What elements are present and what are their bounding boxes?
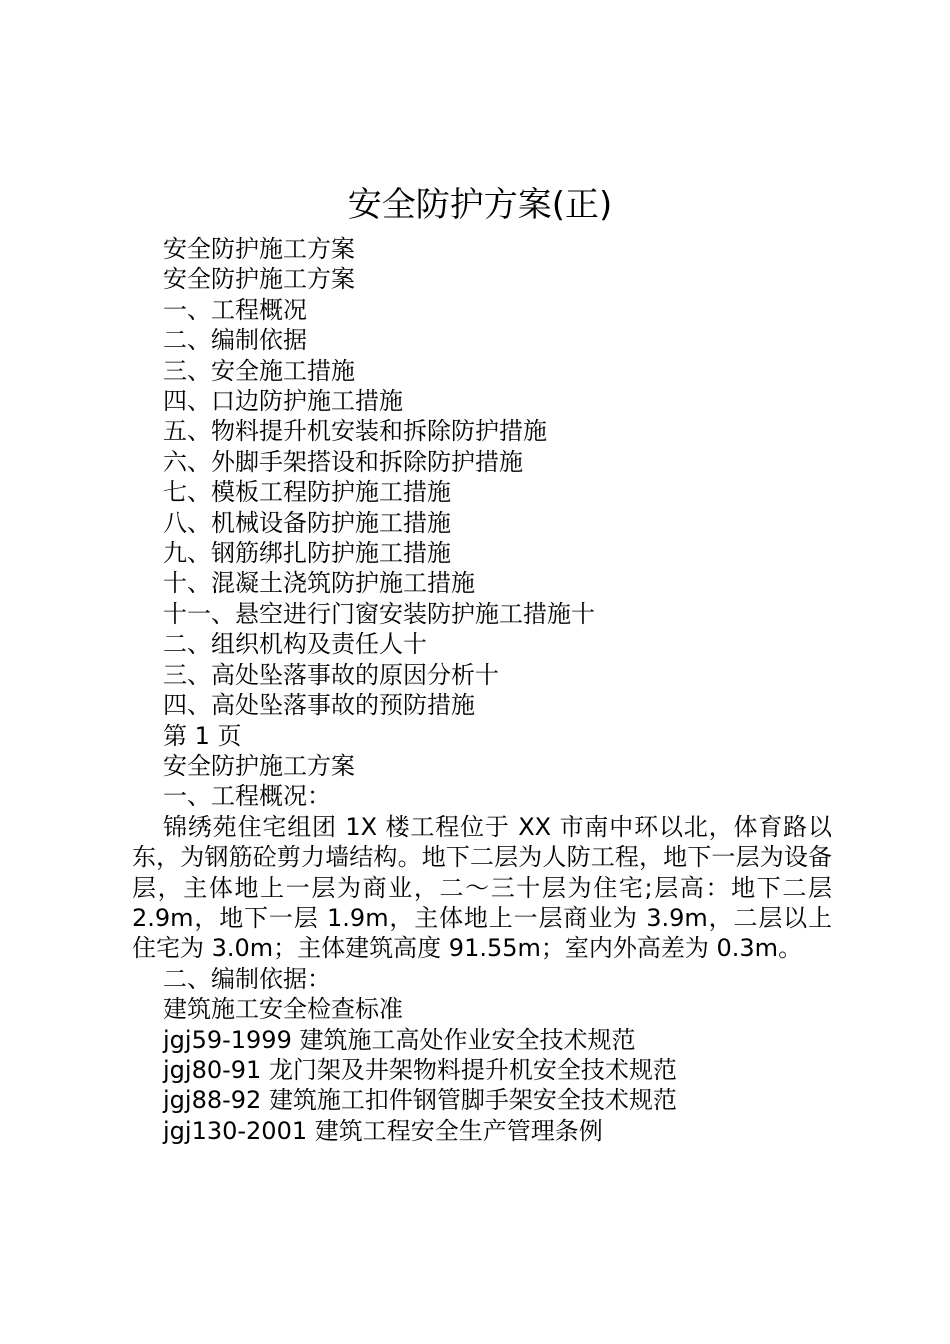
basis-item: 建筑施工安全检查标准 [163,995,403,1024]
toc-item: 二、编制依据 [163,326,307,355]
toc-heading-repeat: 安全防护施工方案 [163,265,355,294]
toc-item: 七、模板工程防护施工措施 [163,478,451,507]
toc-item: 十、混凝土浇筑防护施工措施 [163,569,475,598]
basis-item: jgj130-2001 建筑工程安全生产管理条例 [163,1116,603,1145]
document-body [132,234,832,1146]
toc-item: 四、高处坠落事故的预防措施 [163,691,475,720]
overview-heading: 一、工程概况： [163,782,331,811]
toc-item: 二、组织机构及责任人十 [163,630,427,659]
page-marker: 第 1 页 [163,721,242,750]
toc-item: 六、外脚手架搭设和拆除防护措施 [163,447,523,476]
basis-item: jgj88-92 建筑施工扣件钢管脚手架安全技术规范 [163,1086,677,1115]
basis-item: jgj59-1999 建筑施工高处作业安全技术规范 [163,1025,636,1054]
toc-item: 八、机械设备防护施工措施 [163,508,451,537]
toc-item: 一、工程概况 [163,295,307,324]
toc-item: 三、高处坠落事故的原因分析十 [163,660,499,689]
basis-heading: 二、编制依据： [163,964,331,993]
toc-item: 三、安全施工措施 [163,356,355,385]
toc-item: 五、物料提升机安装和拆除防护措施 [163,417,547,446]
section-title: 安全防护施工方案 [163,751,355,780]
basis-item: jgj80-91 龙门架及井架物料提升机安全技术规范 [163,1055,677,1084]
document-title: 安全防护方案(正) [347,185,613,225]
toc-item: 四、口边防护施工措施 [163,387,403,416]
overview-paragraph: 锦绣苑住宅组团 1X 楼工程位于 XX 市南中环以北，体育路以东，为钢筋砼剪力墙结构。地下二层为人防工程，地下一层为设备层，主体地上一层为商业，二～三十层为住宅;层高：地下二层 2.9m，地下一层 1.9m，主体地上一层商业为 3.9m，二层以上住宅为 3.0m；主体建筑高度 91.55m；室内外高差为 0.3m。 [132,812,832,963]
toc-item: 十一、悬空进行门窗安装防护施工措施十 [163,599,595,628]
toc-item: 九、钢筋绑扎防护施工措施 [163,539,451,568]
toc-heading: 安全防护施工方案 [163,235,355,263]
